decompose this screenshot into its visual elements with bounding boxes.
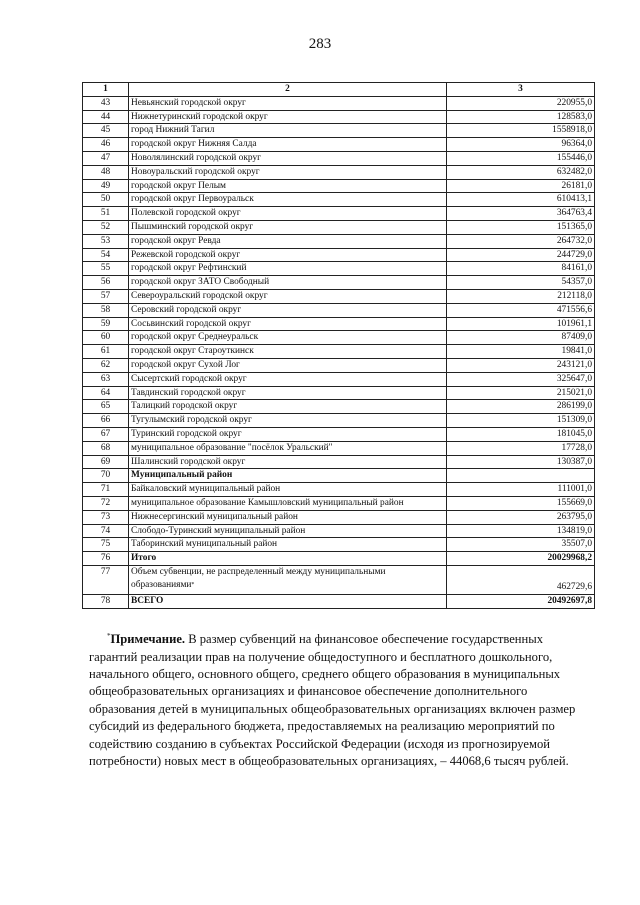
- row-number: 72: [83, 496, 129, 510]
- row-number: 49: [83, 179, 129, 193]
- row-amount: 212118,0: [447, 289, 595, 303]
- row-name: Нижнесергинский муниципальный район: [129, 510, 447, 524]
- table-row: [83, 469, 595, 483]
- row-name: Новоуральский городской округ: [129, 165, 447, 179]
- row-name: Режевской городской округ: [129, 248, 447, 262]
- table-row: [83, 317, 595, 331]
- table-row: [83, 151, 595, 165]
- table-row: [83, 524, 595, 538]
- table-row: [83, 138, 595, 152]
- row-amount: 151309,0: [447, 414, 595, 428]
- table-row: [83, 96, 595, 110]
- row-name: Шалинский городской округ: [129, 455, 447, 469]
- table-row: [83, 165, 595, 179]
- table-row: [83, 483, 595, 497]
- row-amount: 151365,0: [447, 220, 595, 234]
- row-number: 64: [83, 386, 129, 400]
- row-name: Сысертский городской округ: [129, 372, 447, 386]
- row-amount: 20029968,2: [447, 552, 595, 566]
- row-amount: 243121,0: [447, 358, 595, 372]
- row-name: Новолялинский городской округ: [129, 151, 447, 165]
- subvention-table: [82, 82, 595, 609]
- table-row: [83, 594, 595, 608]
- table-row: [83, 276, 595, 290]
- table-row: [83, 358, 595, 372]
- note-text: В размер субвенций на финансовое обеспечение государственных гарантий реализации прав на получение общедоступного и бесплатного дошкольного, начального общего, основного общего, среднего общего образования в муниципальных общеобразовательных организациях и финансовое обеспечение дополнительного образования детей в муниципальных общеобразовательных организациях включен размер субсидий из федерального бюджета, предоставляемых на реализацию мероприятий по содействию созданию в субъектах Российской Федерации (исходя из прогнозируемой потребности) новых мест в общеобразовательных организациях, – 44068,6 тысяч рублей.: [89, 632, 576, 769]
- row-name: городской округ Нижняя Салда: [129, 138, 447, 152]
- row-name: городской округ Среднеуральск: [129, 331, 447, 345]
- row-name: городской округ Староуткинск: [129, 345, 447, 359]
- row-name: Таборинский муниципальный район: [129, 538, 447, 552]
- row-name: муниципальное образование "посёлок Уральский": [129, 441, 447, 455]
- row-name: город Нижний Тагил: [129, 124, 447, 138]
- row-number: 63: [83, 372, 129, 386]
- row-amount: 128583,0: [447, 110, 595, 124]
- row-name: городской округ Ревда: [129, 234, 447, 248]
- row-amount: 134819,0: [447, 524, 595, 538]
- row-name: городской округ ЗАТО Свободный: [129, 276, 447, 290]
- row-number: 74: [83, 524, 129, 538]
- table-row: [83, 234, 595, 248]
- table-row: [83, 496, 595, 510]
- row-name: Пышминский городской округ: [129, 220, 447, 234]
- table-row: [83, 510, 595, 524]
- table-header-row: [83, 83, 595, 97]
- row-amount: 325647,0: [447, 372, 595, 386]
- row-amount: 220955,0: [447, 96, 595, 110]
- table-row: [83, 220, 595, 234]
- row-name: Нижнетуринский городской округ: [129, 110, 447, 124]
- row-number: 65: [83, 400, 129, 414]
- row-number: 46: [83, 138, 129, 152]
- row-number: 52: [83, 220, 129, 234]
- row-amount: 610413,1: [447, 193, 595, 207]
- row-number: 45: [83, 124, 129, 138]
- row-number: 44: [83, 110, 129, 124]
- table-row: [83, 248, 595, 262]
- row-amount: 101961,1: [447, 317, 595, 331]
- row-name: городской округ Пелым: [129, 179, 447, 193]
- table-row: [83, 303, 595, 317]
- row-amount: 17728,0: [447, 441, 595, 455]
- row-number: 48: [83, 165, 129, 179]
- row-amount: 264732,0: [447, 234, 595, 248]
- row-number: 66: [83, 414, 129, 428]
- table-row: [83, 179, 595, 193]
- row-amount: 244729,0: [447, 248, 595, 262]
- row-name: Слободо-Туринский муниципальный район: [129, 524, 447, 538]
- table-row: [83, 565, 595, 594]
- table-row: [83, 207, 595, 221]
- row-number: 76: [83, 552, 129, 566]
- row-amount: 111001,0: [447, 483, 595, 497]
- row-name: Тавдинский городской округ: [129, 386, 447, 400]
- footnote-mark: *: [191, 581, 195, 588]
- row-amount: 286199,0: [447, 400, 595, 414]
- row-name: городской округ Сухой Лог: [129, 358, 447, 372]
- footnote-note: [89, 628, 589, 770]
- table-row: [83, 427, 595, 441]
- row-number: 43: [83, 96, 129, 110]
- row-number: 71: [83, 483, 129, 497]
- row-name: Сосьвинский городской округ: [129, 317, 447, 331]
- row-number: 54: [83, 248, 129, 262]
- row-name: Итого: [129, 552, 447, 566]
- table-row: [83, 538, 595, 552]
- table-row: [83, 193, 595, 207]
- row-number: 51: [83, 207, 129, 221]
- table-row: [83, 331, 595, 345]
- row-name: городской округ Рефтинский: [129, 262, 447, 276]
- row-amount: 215021,0: [447, 386, 595, 400]
- row-amount: 263795,0: [447, 510, 595, 524]
- row-number: 75: [83, 538, 129, 552]
- row-amount: 155446,0: [447, 151, 595, 165]
- table-row: [83, 400, 595, 414]
- page-number: 283: [308, 36, 332, 52]
- table-row: [83, 414, 595, 428]
- row-name: Полевской городской округ: [129, 207, 447, 221]
- row-number: 73: [83, 510, 129, 524]
- row-number: 59: [83, 317, 129, 331]
- table-row: [83, 124, 595, 138]
- row-number: 61: [83, 345, 129, 359]
- row-amount: 181045,0: [447, 427, 595, 441]
- row-amount: 26181,0: [447, 179, 595, 193]
- row-number: 55: [83, 262, 129, 276]
- column-header-amount: 3: [447, 83, 595, 97]
- column-header-name: 2: [129, 83, 447, 97]
- row-name: Байкаловский муниципальный район: [129, 483, 447, 497]
- note-title: Примечание.: [110, 632, 186, 647]
- row-name: Туринский городской округ: [129, 427, 447, 441]
- row-name: ВСЕГО: [129, 594, 447, 608]
- row-amount: 84161,0: [447, 262, 595, 276]
- row-amount: 462729,6: [447, 565, 595, 594]
- row-amount: 87409,0: [447, 331, 595, 345]
- table-row: [83, 552, 595, 566]
- row-name: Муниципальный район: [129, 469, 447, 483]
- row-number: 62: [83, 358, 129, 372]
- footnote-mark: *: [107, 632, 111, 640]
- table-row: [83, 110, 595, 124]
- row-number: 57: [83, 289, 129, 303]
- table-row: [83, 262, 595, 276]
- row-name: Талицкий городской округ: [129, 400, 447, 414]
- table-row: [83, 455, 595, 469]
- row-number: 77: [83, 565, 129, 594]
- row-name: городской округ Первоуральск: [129, 193, 447, 207]
- row-amount: 19841,0: [447, 345, 595, 359]
- table-row: [83, 441, 595, 455]
- row-amount: 130387,0: [447, 455, 595, 469]
- row-amount: 632482,0: [447, 165, 595, 179]
- table-row: [83, 386, 595, 400]
- row-number: 70: [83, 469, 129, 483]
- row-number: 60: [83, 331, 129, 345]
- column-header-number: 1: [83, 83, 129, 97]
- row-name: муниципальное образование Камышловский муниципальный район: [129, 496, 447, 510]
- row-amount: 35507,0: [447, 538, 595, 552]
- row-number: 69: [83, 455, 129, 469]
- row-number: 67: [83, 427, 129, 441]
- row-amount: 471556,6: [447, 303, 595, 317]
- row-name: Североуральский городской округ: [129, 289, 447, 303]
- row-number: 53: [83, 234, 129, 248]
- row-amount: 155669,0: [447, 496, 595, 510]
- row-amount: 1558918,0: [447, 124, 595, 138]
- row-amount: 96364,0: [447, 138, 595, 152]
- row-number: 47: [83, 151, 129, 165]
- row-number: 56: [83, 276, 129, 290]
- row-amount: 20492697,8: [447, 594, 595, 608]
- table-row: [83, 372, 595, 386]
- row-number: 50: [83, 193, 129, 207]
- table-row: [83, 345, 595, 359]
- row-name: Объем субвенции, не распределенный между муниципальными образованиями*: [129, 565, 447, 594]
- row-name: Невьянский городской округ: [129, 96, 447, 110]
- row-amount: 54357,0: [447, 276, 595, 290]
- row-amount: [447, 469, 595, 483]
- table-row: [83, 289, 595, 303]
- row-name: Тугулымский городской округ: [129, 414, 447, 428]
- row-number: 78: [83, 594, 129, 608]
- row-number: 68: [83, 441, 129, 455]
- row-name: Серовский городской округ: [129, 303, 447, 317]
- row-amount: 364763,4: [447, 207, 595, 221]
- row-number: 58: [83, 303, 129, 317]
